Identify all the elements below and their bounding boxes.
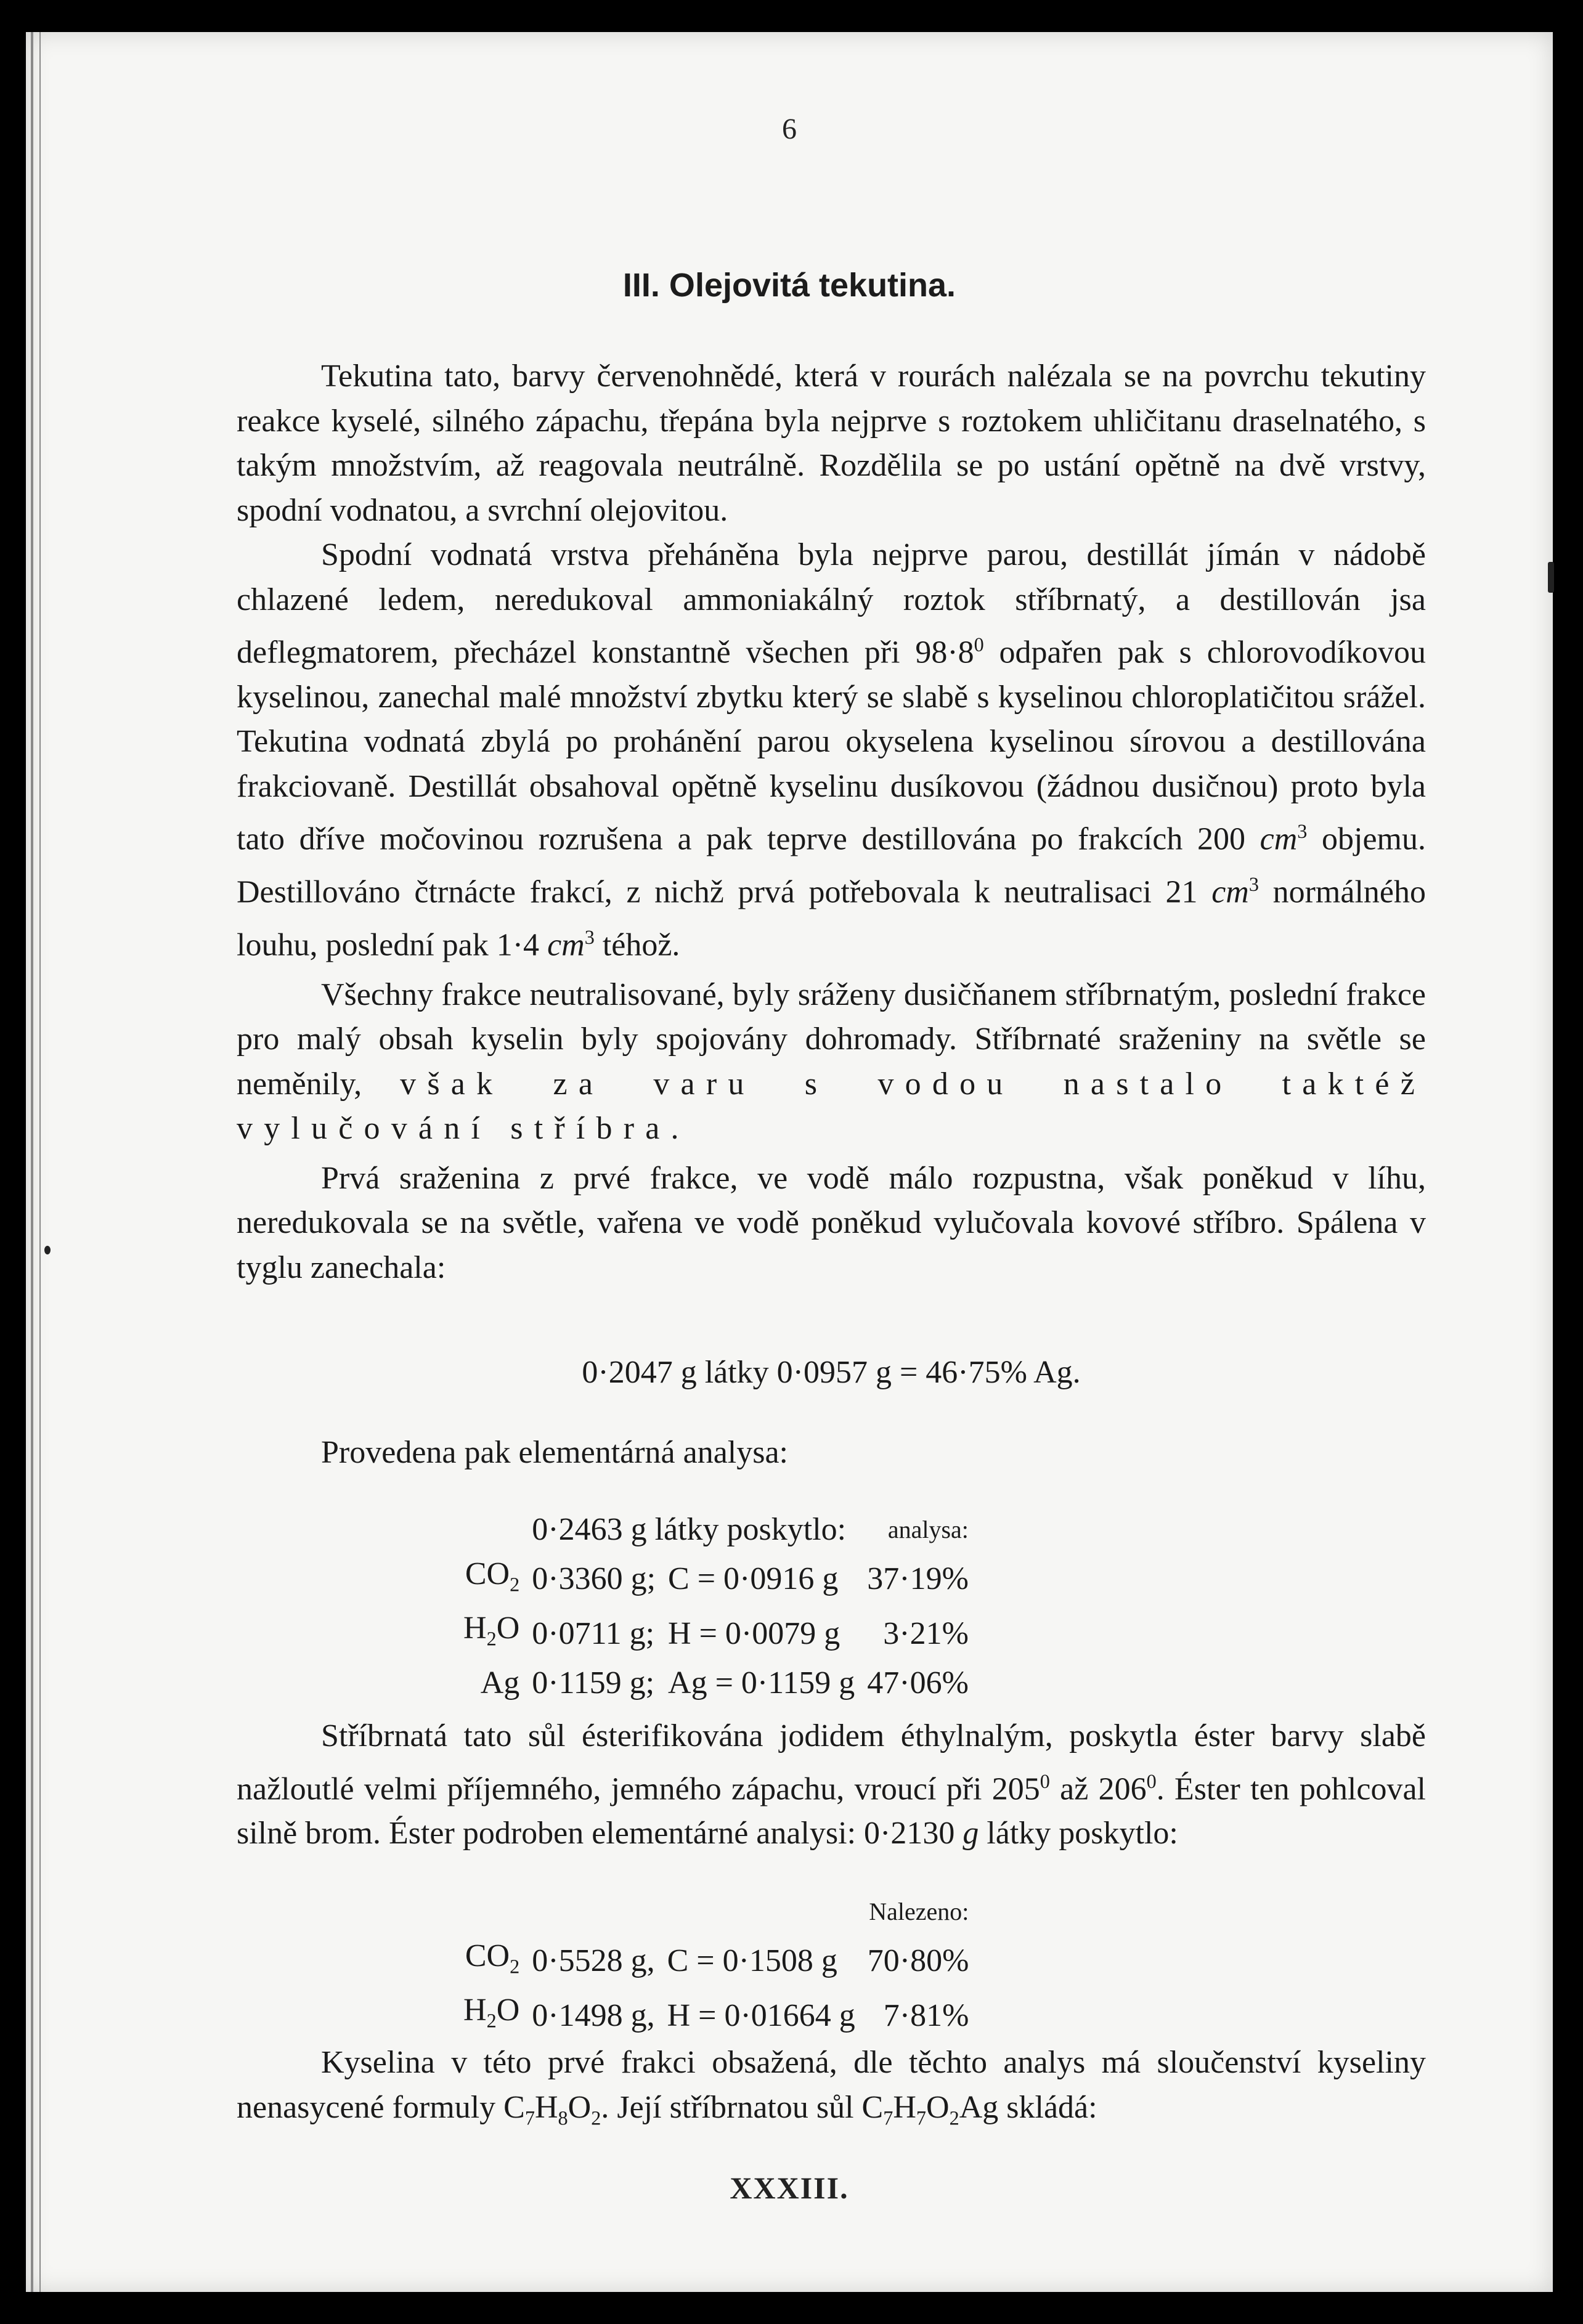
analysis-table: Nalezeno: $CO_2$ 0·5528 g, C = 0·1508 g 70·80% $H_2O$ 0·1498 g, H = 0·01664 g 7·81% <box>457 1890 975 2043</box>
body-text-block <box>237 2041 1426 2140</box>
table-row: $H_2O$ 0·0711 g; H = 0·0079 g 3·21% <box>463 1611 969 1651</box>
signature-mark: XXXIII. <box>730 2171 849 2205</box>
table-row: Ag 0·1159 g; Ag = 0·1159 g 47·06% <box>480 1665 969 1700</box>
analysis-intro: Provedena pak elementárná analysa: <box>321 1435 788 1470</box>
paragraph: Kyselina v této prvé frakci obsažená, dle těchto analys má sloučenství kyseliny nenasycené formuly $C_7H_8O_2$. Její stříbrnatou sůl $C_7H_7O_2Ag$ skládá: <box>237 2045 1426 2129</box>
page-number: 6 <box>782 113 797 145</box>
paragraph: Prvá sraženina z prvé frakce, ve vodě málo rozpustna, však poněkud v líhu, neredukovala se na světle, vařena ve vodě poněkud vylučovala kovové stříbro. Spálena v tyglu zanechala: <box>237 1160 1426 1285</box>
paragraph: Všechny frakce neutralisované, byly sráženy dusičňanem stříbrnatým, poslední frakce pro malý obsah kyselin byly spojovány dohromady. Stříbrnaté sraženiny na světle se neměnily, však za varu s vodou nastalo taktéž vylučování stříbra. <box>237 977 1426 1147</box>
analysis-table: 0·2463 g látky poskytlo: analysa: $CO_2$ 0·3360 g; C = 0·0916 g 37·19% $H_2O$ 0·0711 g; H = 0·0079 g 3·21% Ag 0·1159 g; Ag = 0·1159 g 47·06% <box>457 1508 975 1705</box>
paragraph: Stříbrnatá tato sůl ésterifikována jodidem éthylnalým, poskytla éster barvy slabě nažloutlé velmi příjemného, jemného zápachu, vroucí při $205^0$ až $206^0$. Éster ten pohlcoval silně brom. Éster podroben elementárné analysi: 0·2130 g látky poskytlo: <box>237 1718 1426 1851</box>
scan-speck <box>1548 562 1554 593</box>
analysis-table-1 <box>457 1508 1258 1705</box>
body-text-block <box>237 1714 1426 1856</box>
paragraph: Spodní vodnatá vrstva přeháněna byla nejprve parou, destillát jímán v nádobě chlazené ledem, neredukoval ammoniakálný roztok stříbrnatý, a destillován jsa deflegmatorem, přecházel konstantně všechen při $98\cdot 8^0$ odpařen pak s chlorovodíkovou kyselinou, zanechal malé množství zbytku který se slabě s kyselinou chloroplatičitou srážel. Tekutina vodnatá zbylá po prohánění parou okyselena kyselinou sírovou a destillována frakciovaně. Destillát obsahoval opětně kyselinu dusíkovou (žádnou dusičnou) proto byla tato dříve močovinou rozrušena a pak teprve destillována po frakcích 200 $cm^3$ objemu. Destillováno čtrnácte frakcí, z nichž prvá potřebovala k neutralisaci 21 $cm^3$ normálného louhu, poslední pak 1·4 $cm^3$ téhož. <box>237 537 1426 963</box>
book-page <box>26 32 1553 2292</box>
page-edge-line <box>39 32 41 2292</box>
scan-speck <box>44 1246 51 1254</box>
page-edge-line <box>31 32 33 2292</box>
paragraph: Tekutina tato, barvy červenohnědé, která v rourách nalézala se na povrchu tekutiny reakce kyselé, silného zápachu, třepána byla nejprve s roztokem uhličitanu draselnatého, s takým množstvím, až reagovala neutrálně. Rozdělila se po ustání opětně na dvě vrstvy, spodní vodnatou, a svrchní olejovitou. <box>237 359 1426 528</box>
table-row: $H_2O$ 0·1498 g, H = 0·01664 g 7·81% <box>463 1993 969 2033</box>
table-row: $CO_2$ 0·3360 g; C = 0·0916 g 37·19% <box>465 1556 969 1597</box>
section-title: III. Olejovitá tekutina. <box>622 267 956 304</box>
equation-line: 0·2047 g látky 0·0957 g = 46·75% Ag. <box>582 1355 1081 1390</box>
table-row: $CO_2$ 0·5528 g, C = 0·1508 g 70·80% <box>465 1938 969 1979</box>
body-text-block <box>237 354 1426 1290</box>
analysis-table-2 <box>457 1890 1258 2043</box>
